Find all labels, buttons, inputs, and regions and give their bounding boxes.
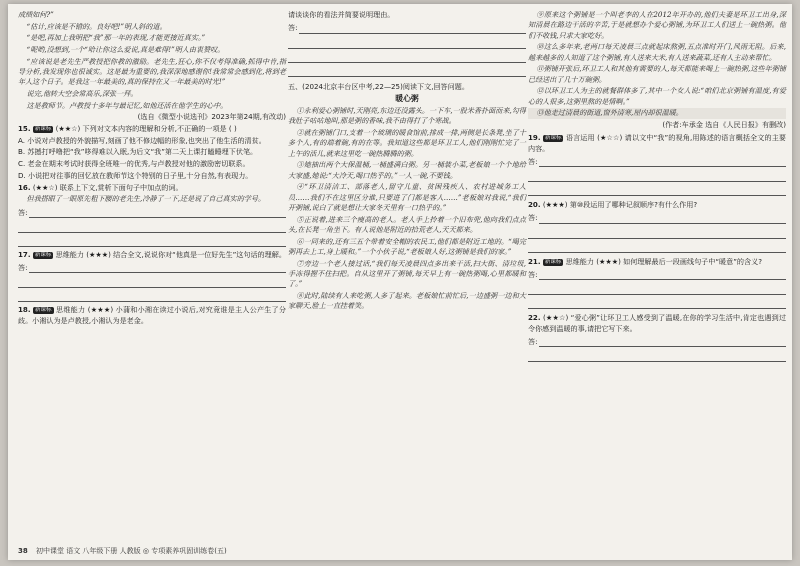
answer-field[interactable]: 答: bbox=[528, 337, 786, 347]
answer-line[interactable] bbox=[528, 282, 786, 295]
answer-line[interactable] bbox=[528, 349, 786, 362]
answer-line[interactable] bbox=[18, 234, 286, 247]
question-18-continued: 请谈谈你的看法并简要说明理由。 bbox=[288, 10, 395, 19]
answer-field[interactable]: 答: bbox=[288, 23, 526, 33]
article-title: 暖心粥 bbox=[395, 93, 419, 103]
story-source: (选自《微型小说选刊》2023年第24期,有改动) bbox=[137, 112, 286, 122]
story-paragraph: 说完,他转大空会常高乐,深张一拜。 bbox=[26, 89, 138, 99]
option-c: C. 老金在期末考试时获得全班唯一的优秀,与卢教授对他的激励密切联系。 bbox=[18, 159, 250, 169]
article-paragraph: ⑪粥铺开张后,环卫工人和其他有需要的人,每天都能来喝上一碗热粥,这些年粥铺已经送出了几十万碗粥。 bbox=[528, 64, 786, 84]
story-paragraph: “估计,应该是不错的。良好吧!”明人斜的道。 bbox=[26, 21, 167, 31]
article-paragraph: ②就在粥铺门口,支着一个玻璃的暖食馆前,排成一排,两侧是长条凳,坐了十多个人,有的端着碗,有的在等。我知道这些都是环卫工人,他们刚刚忙完了一上午的活儿,就来这里吃一碗热腾腾的粥。 bbox=[288, 128, 526, 158]
answer-field[interactable]: 答: bbox=[18, 208, 286, 218]
story-paragraph: “应该说是老先生严教授把你教的激励。老先生,狂心,你不仅考得准确,抓得中肯,指导分析,我发现你也很诚实。这是最为重要的,我深深地感谢你!我常常会感到化,将到老年人这个日子。是我这一年最美的,真的保持在又一年最美的时光!” bbox=[18, 56, 286, 87]
answer-line[interactable] bbox=[528, 183, 786, 196]
article-paragraph: ⑤正说着,进来三个瘦高的老人。老人手上拎着一个旧布兜,他向我们点点头,在长凳一角坐下。有人说他是附近的拾荒老人,天天都来。 bbox=[288, 214, 526, 235]
underlined-sentence: ⑬他走过清晨的街道,窗外清寒,屋内却很温暖。 bbox=[528, 108, 786, 118]
answer-paren: ( ) bbox=[228, 124, 237, 134]
option-b: B. 苏撼打呼噜把“我”哆得难以入眠,为后文“我”第二天上课打瞌睡埋下伏笔。 bbox=[18, 147, 258, 157]
answer-line[interactable] bbox=[528, 226, 786, 239]
new-curriculum-tag: 新课标 bbox=[34, 126, 52, 133]
question-20: 20. (★★★) 第⑩段运用了哪种记叙顺序?有什么作用? bbox=[528, 200, 698, 210]
article-paragraph: ①永利爱心粥铺时,天刚亮,东边还没露头。一下车,一股米香扑面而来,勾得我肚子咕咕地叫,那是粥的香味,我不由得打了个寒战。 bbox=[288, 106, 526, 126]
story-paragraph: “是吧,再加上我明把“我”那一年的表现,才能更接近真实。” bbox=[26, 33, 206, 43]
option-a: A. 小说对卢教授的外貌描写,刻画了他不修边幅的形象,也突出了他生活的清贫。 bbox=[18, 135, 266, 145]
question-22: 22. (★★☆) “爱心粥”让环卫工人感受到了温暖,在你的学习生活中,肯定也遇到过令你感到温暖的事,请把它写下来。 bbox=[528, 313, 786, 333]
article-paragraph: ⑨原来这个粥铺是一个叫老李的人在2012年开办的,他们夫妻是环卫工出身,深知清晨在路边干活的辛苦,于是就想办个爱心粥铺,为环卫工人们送上一碗热粥。他们不收钱,只求大家吃好。 bbox=[528, 10, 786, 40]
story-paragraph: 成绩如何?” bbox=[18, 10, 54, 19]
question-17: 17. 新课标 思维能力 (★★★) 结合全文,说说你对“他真是一位好先生”这句话的理解。 bbox=[18, 249, 286, 259]
article-source: (作者:车承金 选自《人民日报》有删改) bbox=[662, 119, 786, 129]
answer-field[interactable]: 答: bbox=[528, 157, 786, 167]
answer-line[interactable] bbox=[528, 169, 786, 182]
question-16: 16. (★★☆) 联系上下文,赏析下面句子中加点的词。 bbox=[18, 182, 183, 192]
article-paragraph: ③她抽出两个大保温桶,一桶盛满白粥。另一桶装小菜,老板娘一个个地给大家盛,她说:“大冷天,喝口热乎的。”一人一碗,不要钱。 bbox=[288, 160, 526, 180]
page-number: 38 bbox=[18, 547, 28, 555]
answer-line[interactable] bbox=[18, 289, 286, 302]
quoted-sentence: 但我搭眼了一眼原先粗下腰的老先生,冷静了一下,还是说了自己真实的学号。 bbox=[26, 194, 266, 204]
answer-line[interactable] bbox=[528, 240, 786, 253]
article-paragraph: ⑥一同来的,还有三五个带着安全帽的农民工,他们都是附近工地的。“喝完粥再去上工,身上暖和。”一个小伙子说,“老板娘人好,这粥铺是我们的家。” bbox=[288, 236, 526, 256]
answer-line[interactable] bbox=[18, 220, 286, 233]
question-21: 21. 新课标 思维能力 (★★★) 如何理解最后一段画线句子中“暖意”的含义? bbox=[528, 256, 762, 266]
option-d: D. 小说把对往事的回忆放在教师节这个特别的日子里,十分自然,有表现力。 bbox=[18, 170, 253, 180]
page-footer bbox=[18, 546, 227, 556]
article-paragraph: ⑫以环卫工人为主的就餐群体多了,其中一个女人说:“咱们北京粥铺有温度,有爱心的人很多,这粥里熬的是情啊。” bbox=[528, 86, 786, 106]
answer-line[interactable] bbox=[528, 296, 786, 309]
article-paragraph: ⑩这么多年来,老两口每天凌晨三点就起床熬粥,五点准时开门,风雨无阻。后来,越来越多的人知道了这个粥铺,有人送来大米,有人送来蔬菜,还有人主动来帮忙。 bbox=[528, 42, 786, 62]
article-paragraph: ④“环卫清洁工、部落老人,留守儿童、贫困残疾人、农村进城务工人员……我们不在这里区分谁,只要进了门都是客人……”老板娘对我说,“我们开粥铺,说白了就是想让大家冬天里有一口热乎的。” bbox=[288, 182, 526, 213]
question-19: 19. 新课标 语言运用 (★☆☆) 请以文中“我”的视角,用陈述的语言概括全文的主要内容。 bbox=[528, 133, 787, 153]
story-paragraph: 这是教师节。卢教授十多年与最记忆,如他还活在他学生的心中。 bbox=[26, 100, 228, 110]
story-paragraph: “呢哟,没想到,一个“哈让你这么爱说,真是难得!”明人由衷赞叹。 bbox=[26, 45, 225, 55]
question-18: 18. 新课标 思维能力 (★★★) 小蒲和小湘在读过小说后,对究竟谁是主人公产生了分歧。小湘认为是卢教授,小湘认为是老金。 bbox=[18, 305, 286, 325]
article-paragraph: ⑧此时,陆续有人来吃粥,人多了起来。老板娘忙前忙后,一边盛粥一边和大家聊天,脸上一直挂着笑。 bbox=[288, 290, 526, 311]
answer-field[interactable]: 答: bbox=[18, 263, 286, 273]
answer-field[interactable]: 答: bbox=[528, 270, 786, 280]
question-15: 15. 新课标 (★★☆) 下列对文本内容的理解和分析,不正确的一项是 ( ) bbox=[18, 124, 237, 134]
middle-column bbox=[288, 10, 526, 313]
answer-field[interactable]: 答: bbox=[528, 213, 786, 223]
right-column bbox=[528, 10, 786, 363]
answer-line[interactable] bbox=[18, 275, 286, 288]
answer-line[interactable] bbox=[288, 64, 526, 77]
answer-line[interactable] bbox=[288, 36, 526, 49]
worksheet-page bbox=[8, 4, 792, 560]
answer-line[interactable] bbox=[288, 50, 526, 63]
left-column bbox=[18, 10, 286, 327]
footer-text: 初中课堂 语文 八年级下册 人教版 ◎ 专项素养巩固训练卷(五) bbox=[35, 547, 227, 555]
section-five-heading: 五、(2024北京丰台区中考,22—25)阅读下文,回答问题。 bbox=[288, 81, 469, 91]
article-paragraph: ⑦旁边一个老人接过话,“我们每天凌晨四点多出来干活,扫大街、清垃圾,手冻得握不住扫把。自从这里开了粥铺,每天早上有一碗热粥喝,心里都暖和了。” bbox=[288, 258, 526, 289]
